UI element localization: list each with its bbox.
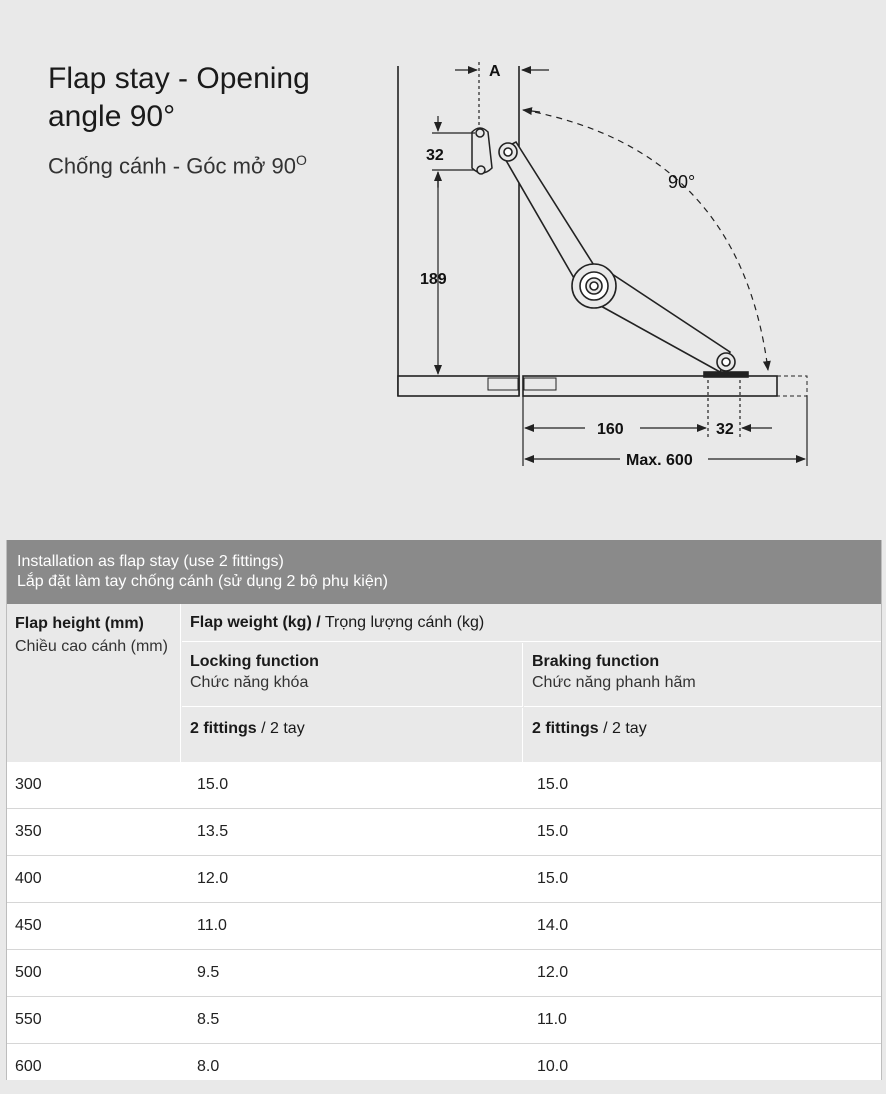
table-row bbox=[7, 856, 881, 903]
table-row bbox=[7, 997, 881, 1044]
cell-height: 550 bbox=[15, 1011, 42, 1028]
cell-braking: 12.0 bbox=[537, 964, 569, 981]
table-caption bbox=[7, 540, 881, 604]
caption-en: Installation as flap stay (use 2 fittings) bbox=[17, 553, 284, 570]
dimension-a bbox=[455, 62, 549, 130]
cabinet-side bbox=[398, 66, 519, 396]
table-header bbox=[7, 604, 881, 762]
header-fittings-braking bbox=[524, 708, 881, 762]
bottom-strip bbox=[0, 1080, 886, 1094]
page-title: Flap stay - Opening angle 90° bbox=[48, 62, 310, 133]
table-row bbox=[7, 809, 881, 856]
flap-panel bbox=[398, 376, 777, 396]
stay-arm bbox=[499, 142, 748, 377]
label-160: 160 bbox=[597, 421, 624, 438]
header-flap-weight-vi: Trọng lượng cánh (kg) bbox=[320, 614, 485, 631]
flap-extension-dashed bbox=[777, 376, 807, 396]
label-32-top: 32 bbox=[426, 147, 444, 164]
cell-height: 400 bbox=[15, 870, 42, 887]
cell-braking: 15.0 bbox=[537, 823, 569, 840]
label-a: A bbox=[489, 63, 501, 80]
cell-braking: 10.0 bbox=[537, 1058, 569, 1075]
header-braking-vi: Chức năng phanh hãm bbox=[532, 674, 696, 691]
header-braking-function bbox=[524, 643, 881, 707]
installation-table bbox=[6, 540, 882, 1081]
cell-height: 350 bbox=[15, 823, 42, 840]
table-grid bbox=[7, 604, 881, 1090]
header-locking-function bbox=[182, 643, 523, 707]
fittings-braking-vi: / 2 tay bbox=[598, 720, 647, 737]
cell-locking: 15.0 bbox=[197, 776, 229, 793]
header-locking-vi: Chức năng khóa bbox=[190, 674, 309, 691]
header-braking-en: Braking function bbox=[532, 653, 660, 670]
label-189: 189 bbox=[420, 271, 447, 288]
cell-braking: 15.0 bbox=[537, 776, 569, 793]
flap-stay-diagram bbox=[0, 0, 886, 540]
header-flap-weight-en: Flap weight (kg) / bbox=[190, 614, 321, 631]
header-flap-height bbox=[7, 604, 181, 762]
arc-start-arrow bbox=[523, 110, 540, 112]
fittings-braking-en: 2 fittings bbox=[532, 720, 599, 737]
fittings-locking-vi: / 2 tay bbox=[256, 720, 305, 737]
header-flap-weight bbox=[182, 604, 881, 642]
header-fittings-locking bbox=[182, 708, 523, 762]
cell-locking: 9.5 bbox=[197, 964, 220, 981]
cell-braking: 15.0 bbox=[537, 870, 569, 887]
table-row bbox=[7, 950, 881, 997]
mounting-bracket bbox=[472, 128, 492, 174]
diagram-panel bbox=[0, 0, 886, 540]
cell-braking: 11.0 bbox=[537, 1011, 567, 1028]
table-row bbox=[7, 903, 881, 950]
cell-height: 300 bbox=[15, 776, 42, 793]
label-max-600: Max. 600 bbox=[626, 452, 693, 469]
cell-locking: 8.5 bbox=[197, 1011, 220, 1028]
header-flap-height-en: Flap height (mm) bbox=[15, 615, 144, 632]
cell-height: 500 bbox=[15, 964, 42, 981]
subtitle-text: Chống cánh - Góc mở 90 bbox=[48, 153, 296, 179]
header-locking-en: Locking function bbox=[190, 653, 319, 670]
cell-locking: 13.5 bbox=[197, 823, 229, 840]
cell-braking: 14.0 bbox=[537, 917, 569, 934]
table-row bbox=[7, 762, 881, 809]
caption-vi: Lắp đặt làm tay chống cánh (sử dụng 2 bộ phụ kiện) bbox=[17, 573, 388, 590]
degree-superscript: O bbox=[296, 152, 307, 168]
label-angle: 90° bbox=[668, 172, 696, 192]
label-32-bottom: 32 bbox=[716, 421, 734, 438]
header-flap-height-vi: Chiều cao cánh (mm) bbox=[15, 638, 168, 655]
cell-locking: 12.0 bbox=[197, 870, 229, 887]
cell-height: 600 bbox=[15, 1058, 42, 1075]
cell-locking: 8.0 bbox=[197, 1058, 220, 1075]
cell-locking: 11.0 bbox=[197, 917, 227, 934]
fittings-locking-en: 2 fittings bbox=[190, 720, 257, 737]
cell-height: 450 bbox=[15, 917, 42, 934]
